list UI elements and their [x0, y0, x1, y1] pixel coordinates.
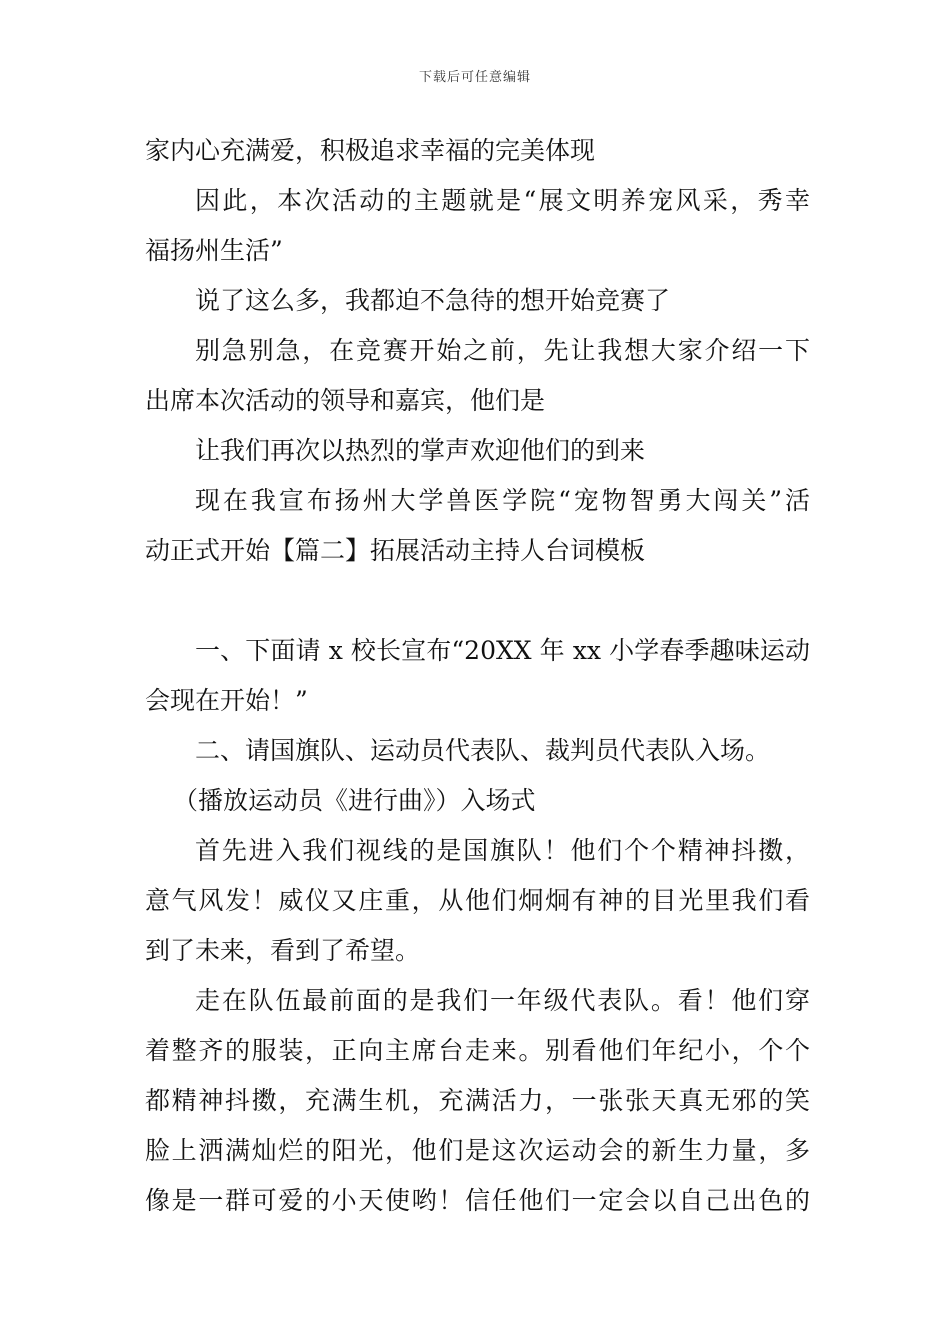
text-line: 说了这么多，我都迫不急待的想开始竞赛了: [195, 286, 671, 315]
text-line: 二、请国旗队、运动员代表队、裁判员代表队入场。: [195, 736, 771, 765]
text-line: 一、下面请 x 校长宣布“20XX 年 xx 小学春季趣味运动: [195, 636, 810, 665]
blank-line: [145, 576, 810, 626]
text-line: 家内心充满爱，积极追求幸福的完美体现: [145, 136, 596, 165]
text-line: 脸上洒满灿烂的阳光，他们是这次运动会的新生力量，多: [145, 1136, 810, 1165]
text-line: 走在队伍最前面的是我们一年级代表队。看！他们穿: [195, 986, 810, 1015]
text-line: 福扬州生活”: [145, 236, 283, 265]
text-line: 出席本次活动的领导和嘉宾，他们是: [145, 386, 546, 415]
text-line: 着整齐的服装，正向主席台走来。别看他们年纪小，个个: [145, 1036, 810, 1065]
text-line: 意气风发！威仪又庄重，从他们炯炯有神的目光里我们看: [145, 886, 810, 915]
text-line: 让我们再次以热烈的掌声欢迎他们的到来: [195, 436, 646, 465]
text-line: 首先进入我们视线的是国旗队！他们个个精神抖擞，: [195, 836, 810, 865]
text-line: 因此，本次活动的主题就是“展文明养宠风采，秀幸: [195, 186, 810, 215]
text-line: 都精神抖擞，充满生机，充满活力，一张张天真无邪的笑: [145, 1086, 810, 1115]
text-line: 到了未来，看到了希望。: [145, 936, 421, 965]
document-body: [145, 126, 810, 1226]
text-line: 别急别急，在竞赛开始之前，先让我想大家介绍一下: [195, 336, 810, 365]
text-line: 现在我宣布扬州大学兽医学院“宠物智勇大闯关”活: [195, 486, 810, 515]
text-line: 动正式开始【篇二】拓展活动主持人台词模板: [145, 536, 646, 565]
page-header: 下载后可任意编辑: [418, 70, 531, 85]
text-line: 像是一群可爱的小天使哟！信任他们一定会以自己出色的: [145, 1186, 810, 1215]
text-line: （播放运动员《进行曲》）入场式: [173, 786, 536, 815]
text-line: 会现在开始！”: [145, 686, 308, 715]
